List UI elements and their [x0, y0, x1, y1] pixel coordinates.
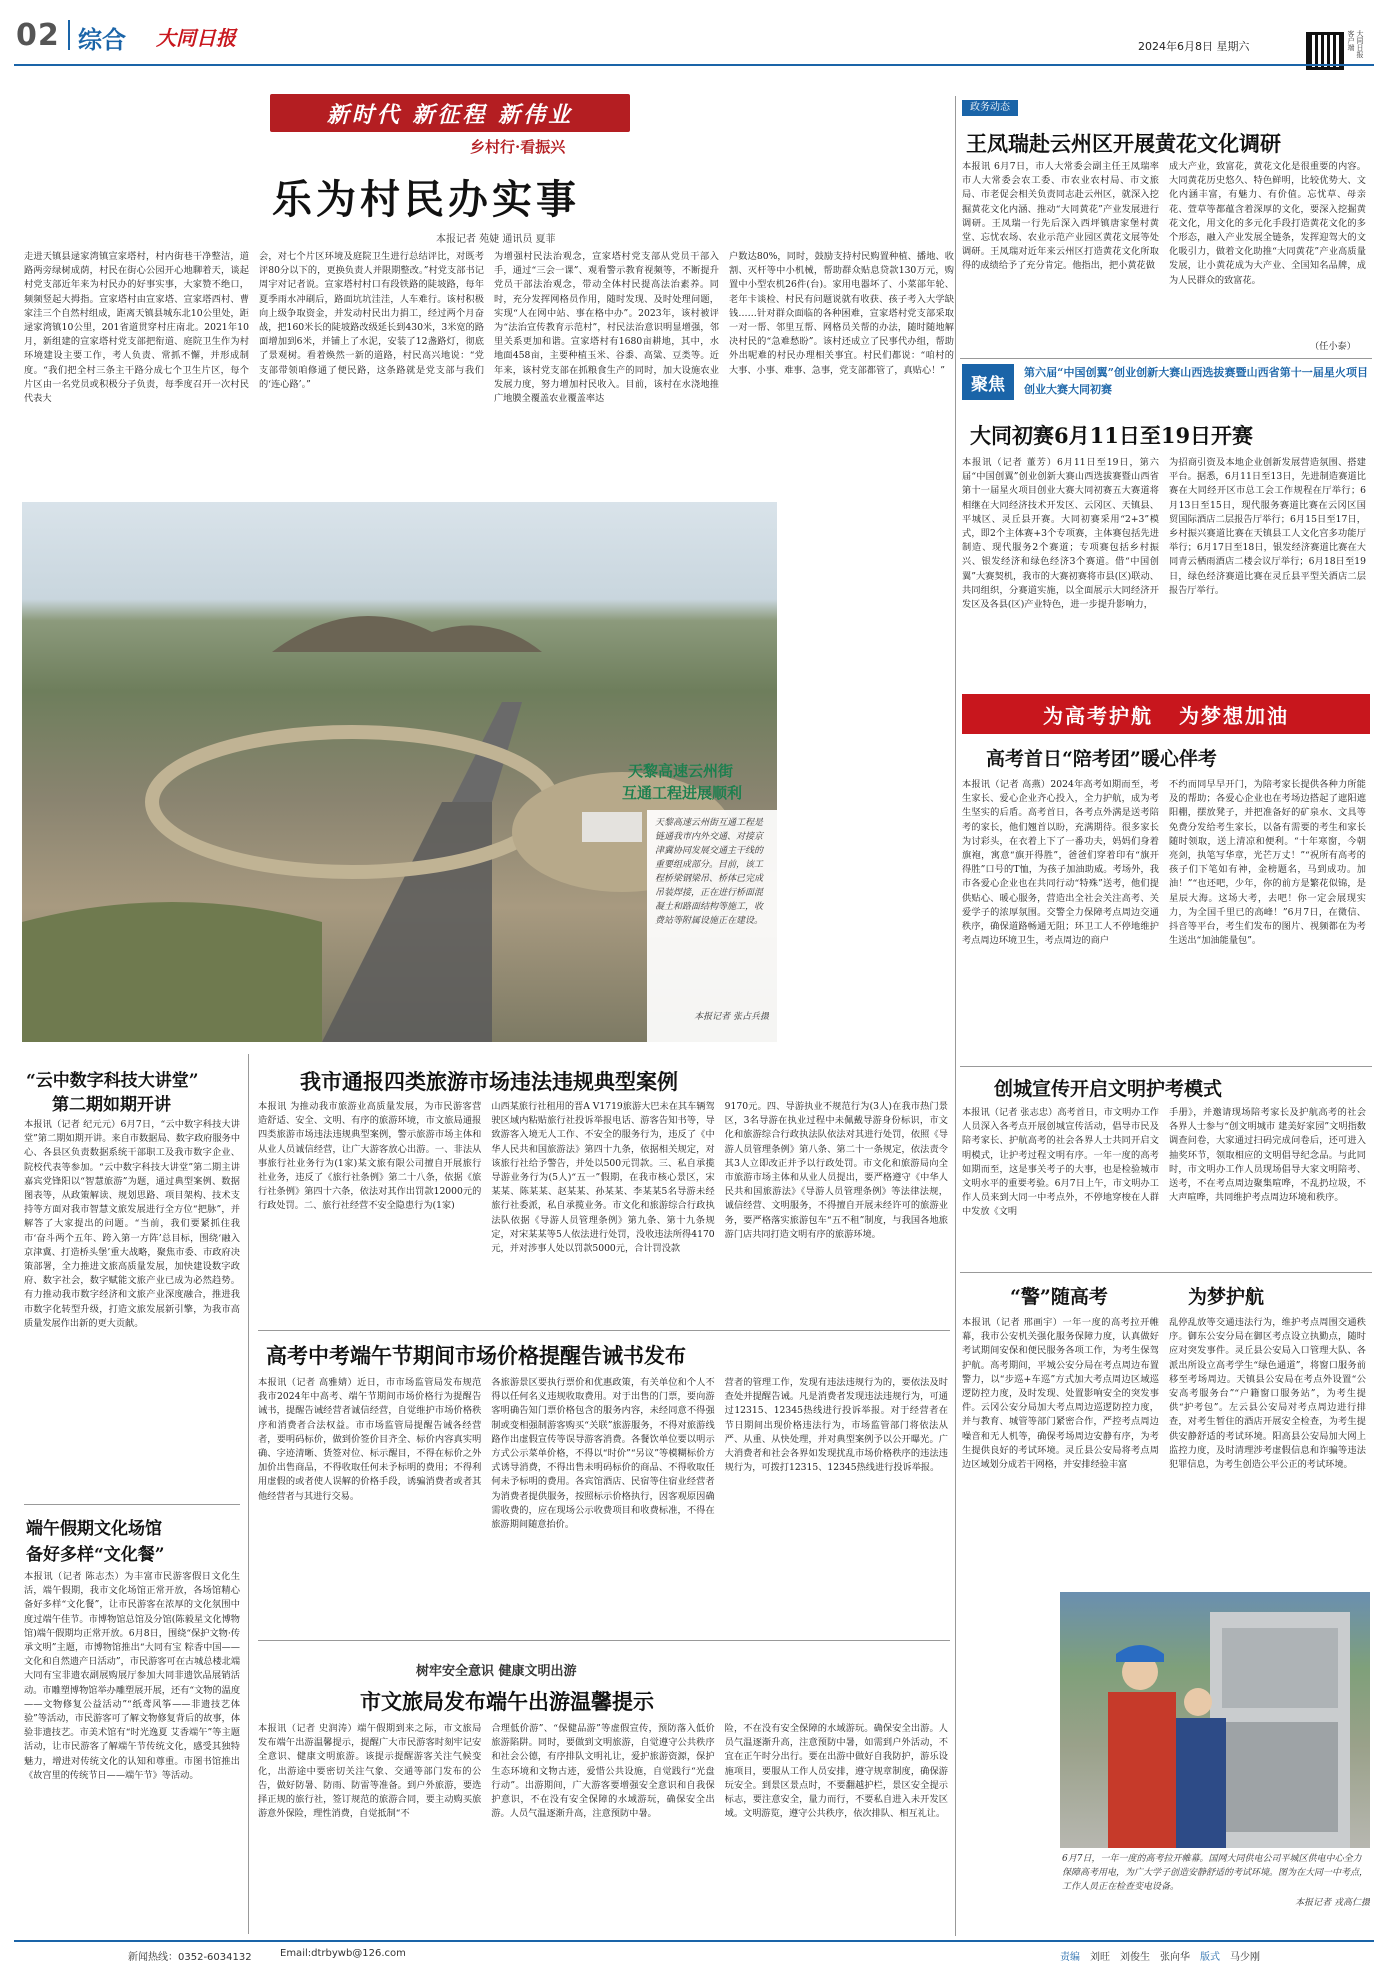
mid-a3-col-1: 本报讯（记者 史润涛）端午假期到来之际，市文旅局发布端午出游温馨提示，提醒广大市民游客时刻牢记安全意识、健康文明旅游。该提示提醒游客关注气候变化，出游途中要密切关注气象、交通等部门发布的公告，做好防暑、防雨、防雷等准备。到户外旅游，要选择正规的旅行社，签订规范的旅游合同，要主动购买旅游意外保险，理性消费，自觉抵制“不	[258, 1723, 482, 1820]
qr-label: 大同日报客户端	[1347, 30, 1364, 58]
gaokao-banner-1: 为高考护航	[1043, 703, 1153, 728]
gov-tag-text: 政务动态	[970, 102, 1010, 113]
gaokao-a3-rule	[960, 1272, 1372, 1273]
lead-body	[24, 250, 954, 500]
layout-label: 版式	[1200, 1952, 1220, 1963]
focus-col-1: 本报讯（记者 董芳）6月11日至19日，第六届“中国创翼”创业创新大赛山西选拔赛暨山西省第十一届星火项目创业大赛大同初赛五大赛道将相继在大同经济技术开发区、云冈区、天镇县、平城区、灵丘县开赛。大同初赛采用“2+3”模式，即2个主体赛+3个专项赛，主体赛包括先进制造、现代服务2个赛道；专项赛包括乡村振兴、银发经济和绿色经济3个赛道。借“中国创翼”大赛契机，我市的大赛初赛将市县(区)联动、共同组织，分赛道实施，以全面展示大同经济开发区及各县(区)产业特色，进一步提升影响力，	[962, 457, 1159, 611]
right-column-divider	[955, 96, 956, 1936]
gaokao-a2-col-1: 本报讯（记者 张志忠）高考首日，市文明办工作人员深入各考点开展创城宣传活动，倡导市民及陪考家长、护航高考的社会各界人士共同开启文明模式，让护考过程文明有序。一年一度的高考如期而至，这是事关考子的大事，也是检验城市文明水平的重要考验。6月7日上午，市文明办工作人员来到大同一中考点外，不停地穿梭在人群中发放《文明	[962, 1107, 1159, 1218]
gaokao-a3-title-2: 为梦护航	[1188, 1286, 1265, 1308]
mid-a2-body	[258, 1376, 948, 1636]
mid-a3-body	[258, 1722, 948, 1934]
left-a1-title-1: “云中数字科技大讲堂”	[26, 1071, 199, 1091]
masthead-rule	[14, 64, 1374, 66]
gaokao-a3-title-1: “警”随高考	[1010, 1286, 1108, 1308]
gaokao-a1-col-2: 不约而同早早开门，为陪考家长提供各种力所能及的帮助；各爱心企业也在考场边搭起了遮阳遮阳棚，摆放凳子，并把准备好的矿泉水、文具等免费分发给考生家长，以备有需要的考生和家长随时领取，送上清凉和便利。“十年寒窗，今朝亮剑，执笔写华章，光芒万丈！”“祝所有高考的孩子们下笔如有神，金榜题名，马到成功。加油！”“也还吧，少年，你的前方是繁花似锦，是星辰大海。这场大考，去吧！你一定会展现实力，为全国千里已的高峰！”6月7日，在微信、抖音等平台，考生们发布的图片、视频都在为考生送出“加油能量包”。	[1169, 779, 1366, 947]
gaokao-a2-body	[962, 1106, 1366, 1266]
gaokao-a3-col-2: 乱停乱放等交通违法行为，维护考点周围交通秩序。御东公安分局在御区考点设立执勤点，随时应对突发事件。灵丘县公安局入口管理大队、各派出所设立高考学生“绿色通道”，将窗口服务前移至考场周边。天镇县公安局在考点外设置“公安高考服务台”“户籍窗口服务站”，为考生提供“护考包”。左云县公安局对考点周边进行排查，对考生暂住的酒店开展安全检查，为考生提供安静舒适的考试环境。阳高县公安局加大网上监控力度，及时清理涉考虚假信息和诈骗等违法犯罪信息，为考生创造公平公正的考试环境。	[1169, 1317, 1366, 1471]
issue-date: 2024年6月8日 星期六	[1138, 40, 1250, 53]
gaokao-a3-col-1: 本报讯（记者 邢画宇）一年一度的高考拉开帷幕，我市公安机关强化服务保障力度，认真做好考试期间安保和便民服务各项工作，为考生保驾护航。高考期间，平城公安分局在考点周边布置警力，以“步巡+车巡”方式加大考点周边区域巡逻防控力度，及时发现、处置影响安全的突发事件。云冈公安分局加大考点周边巡逻防控力度，并与教育、城管等部门紧密合作，严控考点周边噪音和无人机等，确保考场周边安静有序，为考生提供良好的考试环境。灵丘县公安局将考点周边区域划分成若干网格，并安排经验丰富	[962, 1317, 1159, 1471]
masthead-divider	[68, 20, 70, 50]
mid-a3-col-2: 合理低价游”、“保健品游”等虚假宣传，预防落入低价旅游陷阱。同时，要做到文明旅游，自觉遵守公共秩序和社会公德，有序排队文明礼让，爱护旅游资源，保护生态环境和文物古迹，爱惜公共设施，自觉践行“光盘行动”。出游期间，广大游客要增强安全意识和自我保护意识，不在没有安全保障的水域游玩，确保安全出游。人员气温逐渐升高，注意预防中暑。	[491, 1723, 715, 1820]
mid-a3-kicker: 树牢安全意识 健康文明出游	[416, 1664, 577, 1679]
gov-col-1: 本报讯 6月7日，市人大常委会副主任王凤瑞率市人大常委会农工委、市农业农村局、市文旅局、市老促会相关负责同志赴云州区，就深入挖掘黄花文化内涵、推动“大同黄花”产业发展进行调研。王凤瑞一行先后深入西坪镇唐家堡村黄堂、忘忧农场、农业示范产业园区黄花文展等处调研。王凤瑞对近年来云州区打造黄花文化所取得的成绩给予了充分肯定。他指出，把小黄花做	[962, 161, 1159, 272]
section-name: 综合	[78, 26, 126, 54]
power-cabinet-illustration	[1060, 1592, 1370, 1848]
gaokao-a1-col-1: 本报讯（记者 高燕）2024年高考如期而至，考生家长、爱心企业齐心投入，全力护航，成为考生坚实的后盾。高考首日，各考点外满是送考陪考的家长，他们翘首以盼，充满期待。很多家长为讨彩头，在衣着上下了一番功夫，妈妈们身着旗袍，寓意“旗开得胜”，爸爸们穿着印有“旗开得胜”口号的T恤，为孩子加油助威。考场外，我市各爱心企业也在共同行动“特殊”送考，他们提供贴心、暖心服务，营造出全社会关注高考、关爱学子的浓厚氛围。交警全力保障考点周边交通秩序，确保道路畅通无阻；环卫工人不停地维护考点周边环境卫生，考点周边的商户	[962, 779, 1159, 947]
gaokao-a1-body	[962, 778, 1366, 1068]
focus-tag-text: 聚焦	[971, 374, 1005, 395]
gov-title: 王凤瑞赴云州区开展黄花文化调研	[966, 131, 1281, 156]
power-photo-caption: 6月7日，一年一度的高考拉开帷幕。国网大同供电公司平城区供电中心全力保障高考用电，为广大学子创造安静舒适的考试环境。图为在大同一中考点，工作人员正在检查变电设备。	[1062, 1854, 1368, 1892]
slogan-text: 新时代 新征程 新伟业	[326, 101, 574, 128]
photo-title-1: 天黎高速云州街	[628, 762, 734, 780]
mid-a3-col-3: 险，不在没有安全保障的水域游玩。确保安全出游。人员气温逐渐升高，注意预防中暑，如需到户外活动，不宜在正午时分出行。要在出游中做好自我防护，游乐设施项目，要服从工作人员安排，遵守规章制度，确保游玩安全。到景区景点时，不要翻越护栏，景区安全提示标志，要注意安全，量力而行，不要私自进入未开发区域。文明游览，遵守公共秩序，依次排队、相互礼让。	[724, 1723, 948, 1820]
footer-hotline: 新闻热线：0352-6034132	[128, 1952, 252, 1963]
slogan-sub: 乡村行·看振兴	[470, 138, 566, 156]
lead-col-1: 走进天镇县逯家湾镇宣家塔村，村内街巷干净整洁，道路两旁绿树成荫，村民在街心公园开心地聊着天，谈起村党支部近年来为村民办的好事实事，大家赞不绝口，频频竖起大拇指。宣家塔村由宣家塔、宣家塔西村、曹家洼三个自然村组成，距离天镇县城东北10公里处，距逯家湾镇10公里，201省道贯穿村庄南北。2021年10月，新组建的宣家塔村党支部把衔道、庭院卫生作为村环境建设主要工作，考人负责、常抓不懈，并形成制度。“我们把全村三条主干路分成七个卫生片区，每个片区由一名党员或积极分子负责，每季度召开一次村民代表大	[24, 251, 249, 405]
cabinet-panel-lower	[1222, 1722, 1338, 1832]
mid-a3-rule	[258, 1640, 950, 1641]
mid-a1-title: 我市通报四类旅游市场违法违规典型案例	[300, 1069, 678, 1094]
gov-author: （任小泰）	[1310, 341, 1356, 352]
mid-a1-col-2: 山西某旅行社租用的晋A V1719旅游大巴未在其车辆驾驶区域内粘贴旅行社投诉举报电话、游客告知书等，导致游客入境无人工作、不安全的服务行为，违反了《中华人民共和国旅游法》第四十九条，依据相关规定，对该旅行社给予警告，并处以500元罚款。三、私自承揽导游业务行为(5人)“五一”假期，在我市核心景区，宋某某、陈某某、赵某某、孙某某、李某某5名导游未经旅行社委派，私自承揽业务。市文化和旅游综合行政执法队依据《导游人员管理条例》第九条、第十九条规定，对宋某某等5人依法进行处罚，没收违法所得4170元，并对涉事人处以罚款5000元，合计罚没款	[491, 1101, 715, 1255]
page-number: 02	[16, 18, 60, 53]
paper-logo: 大同日报	[156, 26, 236, 50]
gaokao-banner	[962, 694, 1370, 734]
site-building	[582, 812, 642, 842]
left-a2-body: 本报讯（记者 陈志杰）为丰富市民游客假日文化生活，端午假期，我市文化场馆正常开放，各场馆精心备好多样“文化餐”，让市民游客在浓厚的文化氛围中度过端午佳节。市博物馆总馆及分馆(陈毅星文化博物馆)端午假期均正常开放。6月8日，围绕“保护文物·传承文明”主题，市博物馆推出“大同有宝 粽香中国——文化和自然遗产日活动”，市民游客可在古城总楼北端大同有宝非遗农副展购展厅参加大同非遗饮品展销活动。市雕塑博物馆举办雕塑展开展，还有“文物的温度——文物修复公益活动”“纸鸢风筝——非遗技艺体验”等活动，市民游客可了解文物修复背后的故事，体验非遗技艺。市美术馆有“时光逸夏 艾香端午”等主题活动，让市民游客了解端午节传统文化，感受其独特魅力，增进对传统文化的认知和尊重。市图书馆推出《故宫里的传统节日——端午节》等活动。	[24, 1571, 240, 1781]
gaokao-a2-title: 创城宣传开启文明护考模式	[994, 1078, 1223, 1100]
focus-headline: 第六届“中国创翼”创业创新大赛山西选拔赛暨山西省第十一届星火项目创业大赛大同初赛	[1024, 366, 1368, 396]
highway-photo	[22, 502, 777, 1042]
focus-col-2: 为招商引资及本地企业创新发展营造氛围、搭建平台。据悉，6月11日至13日，先进制造赛道比赛在大同经开区市总工会工作规程在厅举行；6月13日至15日，现代服务赛道比赛在云冈区国贸国际酒店二层报告厅举行；6月15日至17日，乡村振兴赛道比赛在天镇县工人文化宫多功能厅举行；6月17日至18日，银发经济赛道比赛在大同青云栖雨酒店二楼会议厅举行；6月18日至19日，绿色经济赛道比赛在灵丘县平型关酒店二层报告厅举行。	[1169, 457, 1366, 596]
gov-col-2: 成大产业，致富花，黄花文化是很重要的内容。大同黄花历史悠久、特色鲜明，比较优势大、文化内涵丰富，有魅力、有价值。忘忧草、母亲花、萱草等都蕴含着深厚的文化，要深入挖掘黄花文化，用文化的多元化手段打造黄花文化的多个形态，融入产业发展全链条，发挥迎驾大的文化吸引力，做着文化助推“大同黄花”产业高质量发展，让小黄花成为大产业、全国知名品牌，成为人民群众的致富花。	[1169, 161, 1366, 286]
left-a1-body: 本报讯（记者 纪元元）6月7日，“云中数字科技大讲堂”第二期如期开讲。来自市数据局、数字政府服务中心、各县区负责数据系统干部职工及我市数字企业、院校代表等参加。“云中数字科技大讲堂”第二期主讲嘉宾党锋阳以“智慧旅游”为题，通过典型案例、数据图表等，从政策解读、规划思路、项目架构、技术支持等方面对我市智慧文旅发展进行全方位“把脉”，并解答了大家提出的问题。“当前，我们要紧抓住我市‘奋斗两个五年、跨入第一方阵’总目标，围绕‘融入京津冀、打造桥头堡’重大战略，聚焦市委、市政府决策部署，全力推进文旅高质量发展，加快建设数字政府、数字社会，数字赋能文旅产业已成为必然趋势。有力推动我市数字经济和文旅产业深度融合，推进我市数字化转型升级，打造文旅发展新引擎，为我市高质量发展作出新的更大贡献。	[24, 1119, 240, 1329]
photo-credit: 本报记者 张占兵摄	[694, 1012, 769, 1022]
focus-body	[962, 456, 1366, 691]
focus-title: 大同初赛6月11日至19日开赛	[970, 423, 1254, 448]
photo-title-2: 互通工程进展顺利	[622, 784, 743, 802]
editor-name: 刘俊生	[1120, 1952, 1150, 1963]
worker-body	[1108, 1692, 1176, 1848]
gaokao-a3-body	[962, 1316, 1366, 1586]
footer-rule	[14, 1940, 1374, 1942]
editor-label: 责编	[1060, 1952, 1080, 1963]
gaokao-a2-rule	[960, 1066, 1372, 1067]
worker2-head	[1184, 1688, 1212, 1716]
mountain-shape	[272, 616, 542, 652]
gaokao-a2-col-2: 手册》，并邀请现场陪考家长及护航高考的社会各界人士参与“创文明城市 建美好家园”文明指数调查问卷，大家通过扫码完成问卷后，还可进入抽奖环节，领取相应的文明倡导纪念品。与此同时，市文明办工作人员现场倡导大家文明陪考、送考，不在考点周边聚集喧哗，不乱扔垃圾，不大声喧哗，共同维护考点周边环境和秩序。	[1169, 1107, 1366, 1204]
layout-name: 马少刚	[1230, 1952, 1260, 1963]
focus-rule	[960, 358, 1372, 359]
photo-caption: 天黎高速云州街互通工程是链通我市内外交通、对接京津冀协同发展交通主干线的重要组成部分。目前，该工程桥梁钢梁吊、桥体已完成吊装焊接，正在进行桥面混凝土和路面结构等施工，收费站等附属设施正在建设。	[655, 818, 764, 926]
lead-col-3: 为增强村民法治观念，宣家塔村党支部从党员干部入手，通过“三会一课”、观看警示教育视频等，不断提升党员干部法治观念，带动全体村民提高法治素养。同时，充分发挥网格员作用，随时发现、及时处理问题，实现“人在网中站、事在格中办”。2023年，该村被评为“法治宣传教育示范村”，村民法治意识明显增强，邻里关系更加和谐。宣家塔村有1680亩耕地，其中，水地面458亩，主要种植玉米、谷黍、高粱、豆类等。近年来，该村党支部在抓粮食生产的同时，加大设施农业发展力度，努力增加村民收入。目前，该村在水浇地推广地膜全覆盖农业覆盖率达	[494, 251, 719, 405]
left-a2-title-2: 备好多样“文化餐”	[26, 1545, 165, 1565]
slogan-banner	[270, 94, 630, 132]
left-a2-rule	[24, 1504, 240, 1505]
mid-a2-title: 高考中考端午节期间市场价格提醒告诫书发布	[266, 1343, 686, 1368]
left-a1-title-2: 第二期如期开讲	[52, 1095, 171, 1115]
lead-title: 乐为村民办实事	[272, 176, 580, 223]
mid-a1-col-1: 本报讯 为推动我市旅游业高质量发展，为市民游客营造舒适、安全、文明、有序的旅游环境，市文旅局通报四类旅游市场违法违规典型案例，警示旅游市场主体和从业人员诚信经营，让广大游客放心出游。一、非法从事旅行社业务行为(1家)某文旅有限公司擅自开展旅行社业务，违反了《旅行社条例》第二十八条，依据《旅行社条例》第四十六条，依法对其作出罚款12000元的行政处罚。二、旅行社经营不安全隐患行为(1家)	[258, 1101, 482, 1212]
lead-col-2: 会，对七个片区环境及庭院卫生进行总结评比，对既考评80分以下的，更换负责人并限期整改。”村党支部书记周宇对记者说。宣家塔村村口有段铁路的陡坡路，每年夏季雨水冲刷后，路面坑坑洼洼，人车难行。该村积极向上级争取资金，并发动村民出力捐工，经过两个月奋战，把160米长的陡坡路改级延长到430米，3米宽的路面增加到6米，并铺上了水泥，安装了12盏路灯，彻底了景观树。看着焕然一新的道路，村民高兴地说：“党支部带领咱修通了便民路，这条路就是党支部与我们的‘连心路’。”	[259, 251, 484, 390]
lead-col-4: 户数达80%，同时，鼓励支持村民购置种植、播地、收割、灭杆等中小机械，帮助群众贴息贷款130万元，购置中小型农机26件(台)。家用电器坏了、小菜部年轮、老年卡谈检、村民有问题说就有收获、孩子考入大学缺钱……针对群众面临的各种困难，宣家塔村党支部采取一对一帮、邻里互帮、网格员关帮的办法，随时随地解决村民的“急难愁盼”。该村还成立了民事代办组，帮助外出呢难的村民办理相关事宜。村民们都说：“咱村的大事、小事、难事、急事，党支部都管了，真贴心！”	[729, 251, 954, 376]
editor-name: 刘旺	[1090, 1952, 1110, 1963]
mid-a3-title: 市文旅局发布端午出游温馨提示	[360, 1689, 654, 1714]
field-shape	[22, 902, 322, 1042]
left-a2-title-1: 端午假期文化场馆	[26, 1519, 162, 1539]
gaokao-a1-title: 高考首日“陪考团”暖心伴考	[986, 748, 1217, 770]
mid-a2-col-1: 本报讯（记者 高雅婧）近日，市市场监管局发布规范我市2024年中高考、端午节期间市场价格行为提醒告诫书，提醒告诫经营者诚信经营，自觉维护市场价格秩序和消费者合法权益。市市场监管局提醒告诫各经营者，要明码标价，做到价签价目齐全、标价内容真实明确、字迹清晰、货签对位、标示醒目，不得在标价之外加价出售商品，不得收取任何未予标明的费用；不得利用虚假的或者使人误解的价格手段，诱骗消费者或者其他经营者与其进行交易。	[258, 1377, 482, 1502]
power-photo	[1060, 1592, 1370, 1848]
cabinet-panel	[1222, 1628, 1338, 1708]
mid-a2-col-3: 营者的管理工作，发现有违法违规行为的，要依法及时查处并提醒告诫。凡是消费者发现违法违规行为，可通过12315、12345热线进行投诉举报。对于经营者在节日期间出现价格违法行为，市场监管部门将依法从严、从重、从快处理，并对典型案例予以公开曝光。广大消费者和社会各界如发现扰乱市场价格秩序的违法违规行为，可拨打12315、12345热线进行投诉举报。	[724, 1377, 948, 1474]
photo-caption-box	[647, 810, 777, 1042]
mid-a2-col-2: 各旅游景区要执行票价和优惠政策，有关单位和个人不得以任何名义违规收取费用。对于出售的门票，要向游客明确告知门票价格包含的服务内容，未经同意不得强制或变相强制游客购买“关联”旅游服务，不得对旅游线路作出虚假宣传等误导游客消费。各餐饮单位要以明示方式公示菜单价格，不得以“时价”“另议”等模糊标价方式诱导消费，不得出售未明码标价的商品、不得收取任何未予标明的费用。各宾馆酒店、民宿等住宿业经营者为消费者提供服务，按照标示价格执行，因客观原因确需收费的，应在现场公示收费项目和收费标准，不得在旅游期间随意抬价。	[491, 1377, 715, 1531]
gov-body	[962, 160, 1366, 340]
focus-tag	[962, 364, 1014, 400]
worker-helmet	[1116, 1645, 1164, 1662]
lead-byline: 本报记者 苑婕 通讯员 夏菲	[436, 234, 556, 245]
mid-a2-rule	[258, 1330, 950, 1331]
gov-tag	[962, 100, 1018, 116]
footer-editors	[1060, 1948, 1260, 1963]
gaokao-banner-2: 为梦想加油	[1179, 703, 1289, 728]
mid-a1-body	[258, 1100, 948, 1326]
editor-name: 张向华	[1160, 1952, 1190, 1963]
mid-a1-col-3: 9170元。四、导游执业不规范行为(3人)在我市热门景区，3名导游在执业过程中未佩戴导游身份标识，市文化和旅游综合行政执法队依法对其进行处罚，依照《导游人员管理条例》第八条、第二十一条规定，依法责令其3人立即改正并予以行政处罚。市文化和旅游局向全市旅游市场主体和从业人员提出，要严格遵守《中华人民共和国旅游法》《导游人员管理条例》等法律法规，诚信经营、文明服务，不得擅自开展未经许可的旅游业务，要严格落实旅游包车“五不租”制度，与我国各地旅游门店共同打造文明有序的旅游环境。	[724, 1101, 948, 1240]
footer-email: Email:dtrbywb@126.com	[280, 1948, 406, 1959]
road-shape	[322, 802, 492, 1042]
left-column-divider	[248, 1054, 249, 1934]
worker2-body	[1176, 1718, 1226, 1848]
power-photo-credit: 本报记者 戎高仁摄	[1295, 1898, 1370, 1908]
masthead	[0, 0, 1388, 60]
